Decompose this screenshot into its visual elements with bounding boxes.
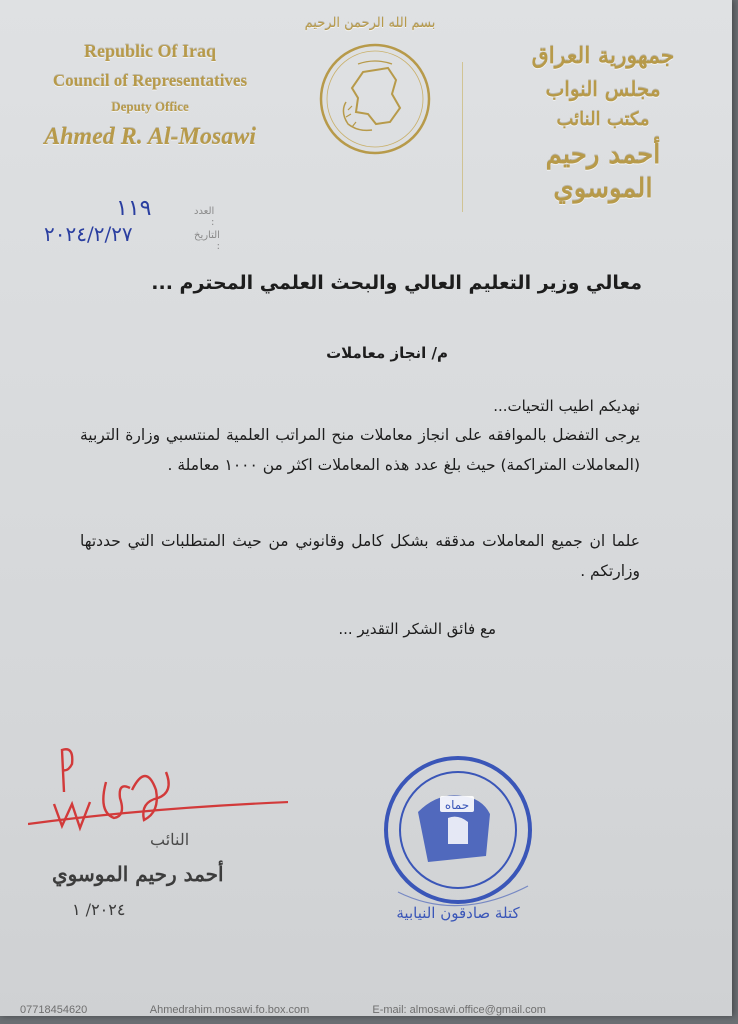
date-label: التاريخ : (193, 230, 220, 252)
letterhead-english (30, 40, 270, 152)
letterhead-ar-council: مجلس النواب (545, 77, 661, 101)
official-stamp-icon (378, 752, 548, 932)
footer (20, 1004, 720, 1016)
letterhead-en-office: Deputy Office (111, 99, 189, 114)
closing: مع فائق الشكر التقدير ... (338, 620, 496, 638)
footer-phone: 07718454620 (20, 1004, 88, 1016)
stamp-top-text: حماه (444, 798, 470, 812)
iraq-emblem-icon (318, 42, 432, 156)
basmala: بسم الله الرحمن الرحيم (304, 16, 436, 31)
stamp-bottom-text: كتلة صادقون النيابية (396, 904, 520, 922)
letterhead-arabic (498, 42, 708, 206)
reference-date: ٢٠٢٤/٢/٢٧ (44, 222, 133, 246)
letterhead-ar-country: جمهورية العراق (531, 43, 675, 69)
handwritten-signature (28, 742, 288, 842)
letterhead-ar-office: مكتب النائب (556, 109, 650, 130)
body-paragraph-2: علما ان جميع المعاملات مدققه بشكل كامل وقانوني من حيث المتطلبات التي حددتها وزارتكم . (80, 532, 640, 580)
subject: م/ انجاز معاملات (326, 344, 448, 362)
letterhead-divider (462, 62, 463, 212)
letterhead-en-country: Republic Of Iraq (83, 41, 216, 61)
footer-web: Ahmedrahim.mosawi.fo.box.com (149, 1004, 310, 1016)
signatory-title: النائب (150, 830, 190, 849)
body-paragraph-1: يرجى التفضل بالموافقه على انجاز معاملات منح المراتب العلمية لمنتسبي وزارة التربية (المعاملات المتراكمة) حيث بلغ عدد هذه المعاملات اكثر من ١٠٠٠ معاملة . (80, 426, 640, 474)
letterhead-en-name: Ahmed R. Al-Mosawi (44, 124, 256, 150)
greeting: نهديكم اطيب التحيات... (493, 397, 640, 415)
reference-number: ١١٩ (116, 196, 152, 221)
addressee: معالي وزير التعليم العالي والبحث العلمي المحترم ... (151, 272, 642, 294)
signatory-name: أحمد رحيم الموسوي (52, 862, 224, 886)
footer-email: E-mail: almosawi.office@gmail.com (372, 1004, 546, 1016)
letterhead-en-council: Council of Representatives (52, 71, 248, 90)
letterhead-ar-name: أحمد رحيم الموسوي (545, 140, 661, 204)
signature-date: ٢٠٢٤/ ١ (72, 900, 126, 919)
reference-block (44, 196, 220, 256)
number-label: العدد : (193, 206, 215, 228)
